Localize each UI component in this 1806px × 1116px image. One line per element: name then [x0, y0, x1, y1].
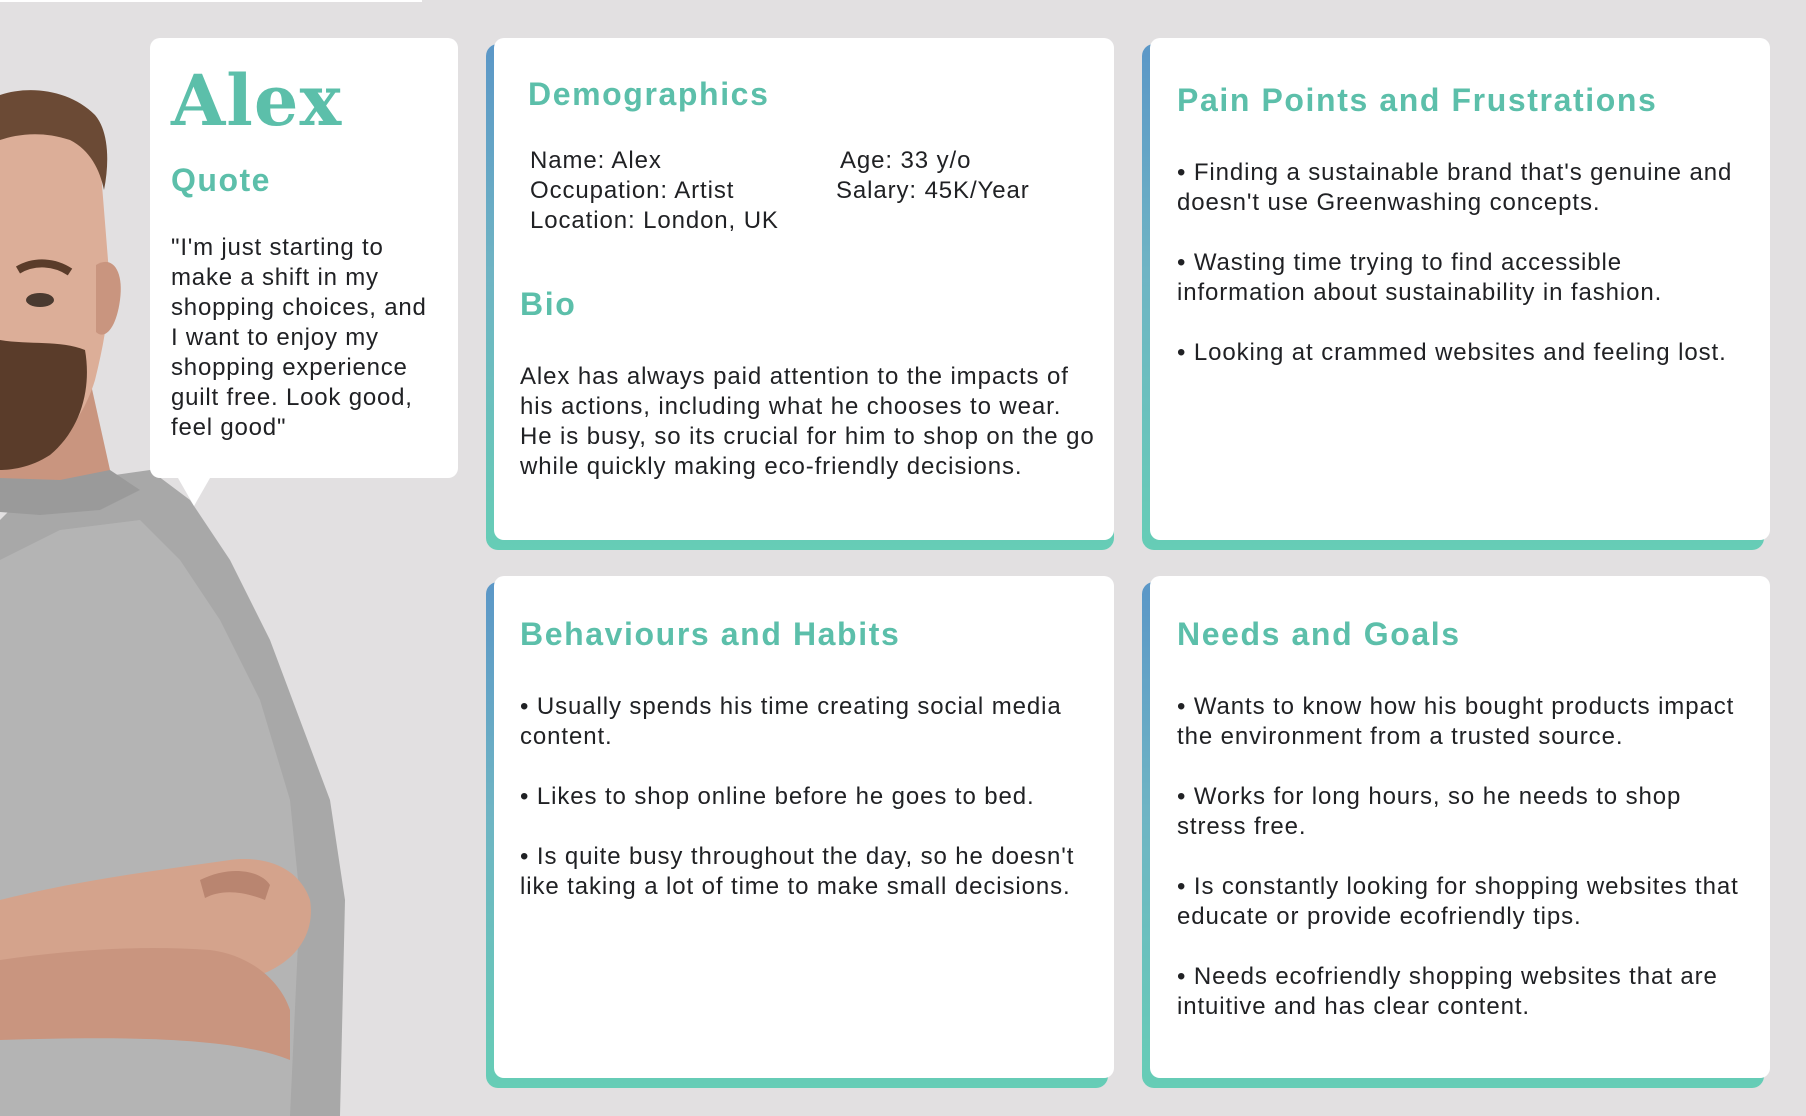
quote-heading: Quote: [171, 162, 271, 198]
needs-card: [1150, 576, 1770, 1078]
quote-card: [150, 38, 458, 478]
list-item: • Needs ecofriendly shopping websites that are intuitive and has clear content.: [1177, 963, 1718, 1020]
demographics-location: Location: London, UK: [530, 207, 779, 234]
demographics-row: [530, 176, 1090, 206]
bio-text: Alex has always paid attention to the impacts of his actions, including what he chooses to wear. He is busy, so its crucial for him to shop on the go while quickly making eco-friendly decisions.: [520, 363, 1095, 480]
behaviours-card: [494, 576, 1114, 1078]
quote-text: "I'm just starting to make a shift in my shopping choices, and I want to enjoy my shopping experience guilt free. Look good, feel good": [171, 234, 427, 441]
needs-title: Needs and Goals: [1177, 616, 1461, 652]
demographics-row: [530, 206, 1090, 236]
list-item: • Likes to shop online before he goes to bed.: [520, 783, 1035, 810]
list-item: • Is quite busy throughout the day, so he doesn't like taking a lot of time to make small decisions.: [520, 843, 1075, 900]
bio-title: Bio: [520, 286, 577, 322]
demographics-title: Demographics: [528, 76, 770, 112]
demographics-card: [494, 38, 1114, 540]
list-item: • Wants to know how his bought products impact the environment from a trusted source.: [1177, 693, 1735, 750]
pain-points-list: [1177, 158, 1753, 398]
list-item: • Usually spends his time creating social media content.: [520, 693, 1062, 750]
persona-name: Alex: [171, 59, 343, 142]
pain-points-title: Pain Points and Frustrations: [1177, 82, 1658, 118]
list-item: • Looking at crammed websites and feeling lost.: [1177, 339, 1727, 366]
list-item: • Works for long hours, so he needs to shop stress free.: [1177, 783, 1682, 840]
pain-points-card: [1150, 38, 1770, 540]
list-item: • Is constantly looking for shopping websites that educate or provide ecofriendly tips.: [1177, 873, 1739, 930]
demographics-occupation: Occupation: Artist: [530, 177, 735, 204]
demographics-grid: [530, 146, 1090, 236]
demographics-age: Age: 33 y/o: [840, 147, 972, 174]
list-item: • Wasting time trying to find accessible information about sustainability in fashion.: [1177, 249, 1663, 306]
needs-list: [1177, 692, 1757, 1052]
behaviours-list: [520, 692, 1098, 932]
behaviours-title: Behaviours and Habits: [520, 616, 901, 652]
demographics-salary: Salary: 45K/Year: [836, 177, 1030, 204]
list-item: • Finding a sustainable brand that's genuine and doesn't use Greenwashing concepts.: [1177, 159, 1733, 216]
demographics-name: Name: Alex: [530, 147, 662, 174]
demographics-row: [530, 146, 1090, 176]
